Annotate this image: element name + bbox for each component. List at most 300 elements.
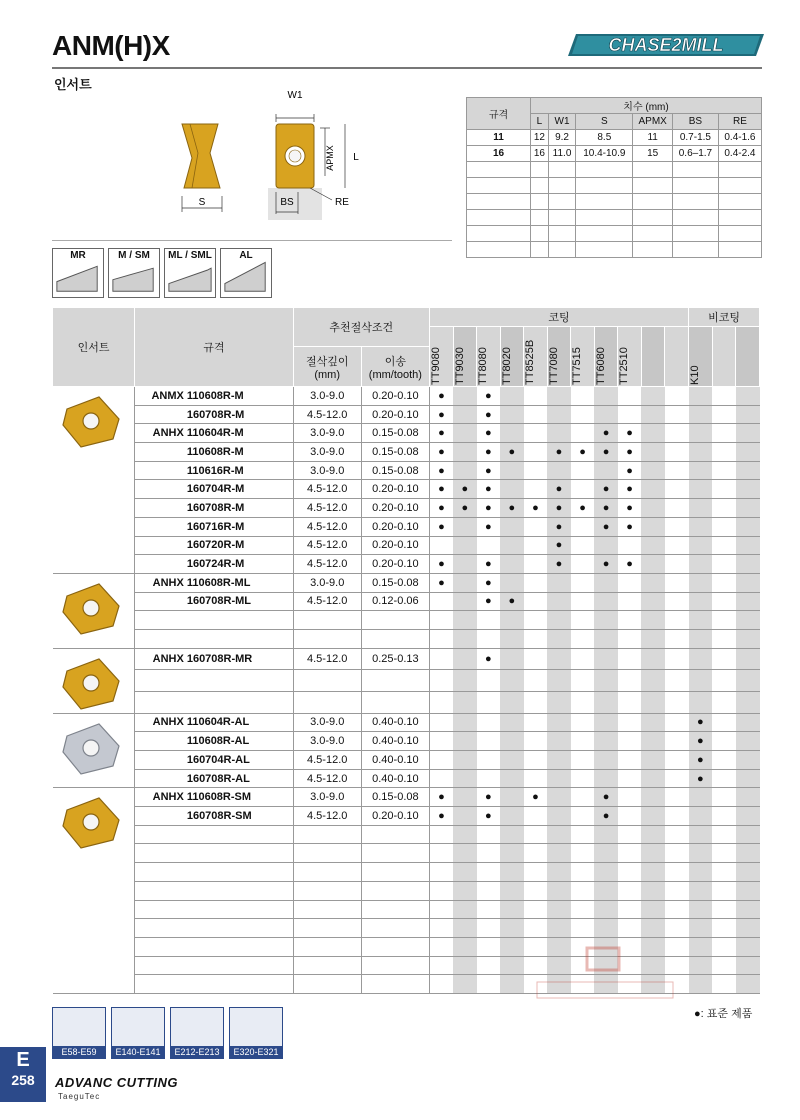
grade-cell <box>524 424 548 443</box>
grade-cell: ● <box>594 424 618 443</box>
grade-cell <box>712 536 736 555</box>
grade-cell: ● <box>477 499 501 518</box>
series-code <box>135 844 187 863</box>
grade-cell <box>641 691 665 713</box>
dim-empty-cell <box>548 226 575 242</box>
dim-empty-cell <box>672 162 718 178</box>
svg-text:APMX: APMX <box>325 145 335 171</box>
grade-cell <box>571 536 595 555</box>
grade-cell <box>712 443 736 462</box>
grade-cell: ● <box>547 480 571 499</box>
depth-of-cut <box>293 611 361 630</box>
insert-code: 160708R-M <box>187 405 293 424</box>
depth-of-cut <box>293 670 361 692</box>
dim-value: 0.6–1.7 <box>672 146 718 162</box>
grade-cell <box>547 919 571 938</box>
grade-cell <box>641 713 665 732</box>
legend-standard-product: ●: 표준 제품 <box>694 1008 753 1020</box>
insert-code <box>187 629 293 648</box>
grade-cell <box>736 900 760 919</box>
insert-photo-icon <box>53 578 133 638</box>
feed-per-tooth: 0.20-0.10 <box>361 555 429 574</box>
grade-cell <box>453 517 477 536</box>
grade-label: K10 <box>689 365 702 385</box>
grade-label: TT9080 <box>429 347 442 385</box>
grade-cell <box>712 670 736 692</box>
insert-code: 110608R-SM <box>187 788 293 807</box>
grade-label: TT6080 <box>594 347 607 385</box>
dim-value: 11 <box>633 130 673 146</box>
grade-header <box>477 327 501 387</box>
depth-of-cut: 3.0-9.0 <box>293 713 361 732</box>
grade-cell <box>500 536 524 555</box>
depth-of-cut: 4.5-12.0 <box>293 480 361 499</box>
grade-cell <box>477 536 501 555</box>
feed-per-tooth: 0.15-0.08 <box>361 461 429 480</box>
grade-cell <box>453 387 477 406</box>
series-code <box>135 480 187 499</box>
grade-cell <box>665 517 689 536</box>
depth-of-cut <box>293 844 361 863</box>
insert-code: 160704R-M <box>187 480 293 499</box>
grade-cell <box>547 863 571 882</box>
grade-cell <box>641 480 665 499</box>
grade-cell <box>500 769 524 788</box>
grade-cell <box>641 499 665 518</box>
grade-cell <box>665 751 689 770</box>
section-tab <box>0 1047 46 1102</box>
grade-cell <box>618 863 642 882</box>
grade-cell <box>736 807 760 826</box>
feed-per-tooth <box>361 937 429 956</box>
table-row <box>53 691 760 713</box>
series-code <box>135 956 187 975</box>
series-code <box>135 863 187 882</box>
grade-cell <box>712 788 736 807</box>
grade-cell <box>594 691 618 713</box>
grade-cell <box>594 751 618 770</box>
grade-cell <box>641 751 665 770</box>
grade-cell <box>571 769 595 788</box>
grade-cell <box>618 751 642 770</box>
grade-cell <box>618 611 642 630</box>
grade-cell <box>594 573 618 592</box>
dim-empty-cell <box>576 162 633 178</box>
edge-icon-label: M / SM <box>118 250 150 261</box>
grade-cell: ● <box>477 555 501 574</box>
dim-value: 8.5 <box>576 130 633 146</box>
grade-cell <box>594 670 618 692</box>
dim-empty-cell <box>548 194 575 210</box>
grade-cell <box>453 536 477 555</box>
depth-of-cut: 4.5-12.0 <box>293 648 361 670</box>
table-row <box>53 611 760 630</box>
table-row <box>53 788 760 807</box>
svg-text:BS: BS <box>280 197 294 208</box>
grade-cell <box>547 405 571 424</box>
dim-empty-cell <box>548 178 575 194</box>
feed-per-tooth: 0.15-0.08 <box>361 443 429 462</box>
depth-of-cut: 4.5-12.0 <box>293 807 361 826</box>
grade-cell <box>594 461 618 480</box>
edge-icon-0 <box>52 248 104 298</box>
dim-empty-cell <box>718 178 761 194</box>
grade-cell <box>736 751 760 770</box>
table-row <box>53 573 760 592</box>
grade-cell: ● <box>500 443 524 462</box>
grade-cell <box>736 788 760 807</box>
grade-cell <box>429 629 453 648</box>
advance-cutting-logo: ADVANC CUTTING <box>55 1075 179 1090</box>
grade-cell <box>689 611 713 630</box>
grade-cell <box>500 611 524 630</box>
grade-cell <box>594 881 618 900</box>
dimension-table <box>466 97 762 258</box>
feed-per-tooth: 0.15-0.08 <box>361 424 429 443</box>
insert-code: 160716R-M <box>187 517 293 536</box>
grade-cell <box>736 937 760 956</box>
table-row <box>53 769 760 788</box>
grade-cell <box>665 611 689 630</box>
grade-cell <box>712 555 736 574</box>
header-conditions: 추천절삭조건 <box>293 308 429 347</box>
series-code <box>135 555 187 574</box>
grade-cell <box>429 732 453 751</box>
grade-cell: ● <box>429 387 453 406</box>
dim-value: 10.4-10.9 <box>576 146 633 162</box>
grade-cell <box>641 592 665 611</box>
reference-card-1 <box>111 1007 165 1059</box>
grade-cell <box>500 629 524 648</box>
grade-cell <box>477 975 501 994</box>
insert-code <box>187 863 293 882</box>
watermark-icon <box>535 942 675 1012</box>
grade-cell <box>547 807 571 826</box>
grade-cell <box>712 844 736 863</box>
grade-cell: ● <box>547 443 571 462</box>
grade-cell: ● <box>594 517 618 536</box>
grade-cell <box>736 629 760 648</box>
table-row <box>53 863 760 882</box>
dim-value: 11.0 <box>548 146 575 162</box>
grade-cell <box>571 461 595 480</box>
grade-cell: ● <box>477 592 501 611</box>
grade-cell <box>571 788 595 807</box>
grade-cell <box>689 900 713 919</box>
grade-cell <box>453 769 477 788</box>
grade-cell <box>689 937 713 956</box>
grade-cell <box>665 807 689 826</box>
grade-cell: ● <box>618 555 642 574</box>
grade-cell <box>429 863 453 882</box>
depth-of-cut: 3.0-9.0 <box>293 461 361 480</box>
insert-photo-icon <box>53 391 133 451</box>
insert-code <box>187 691 293 713</box>
grade-label: TT7515 <box>571 347 584 385</box>
grade-cell: ● <box>571 499 595 518</box>
header-spec: 규격 <box>135 308 293 387</box>
grade-cell <box>571 670 595 692</box>
depth-of-cut: 4.5-12.0 <box>293 405 361 424</box>
grade-cell <box>547 648 571 670</box>
reference-card-2 <box>170 1007 224 1059</box>
feed-per-tooth: 0.20-0.10 <box>361 807 429 826</box>
grade-cell <box>571 732 595 751</box>
grade-cell <box>547 691 571 713</box>
grade-cell <box>524 443 548 462</box>
grade-cell <box>477 629 501 648</box>
grade-cell: ● <box>429 807 453 826</box>
grade-cell <box>547 732 571 751</box>
grade-cell <box>665 713 689 732</box>
grade-cell <box>547 881 571 900</box>
grade-cell <box>712 919 736 938</box>
grade-cell <box>524 517 548 536</box>
grade-cell <box>712 691 736 713</box>
grade-cell <box>524 629 548 648</box>
grade-cell: ● <box>689 751 713 770</box>
table-row <box>53 480 760 499</box>
dim-empty-cell <box>467 226 531 242</box>
grade-label: TT7080 <box>547 347 560 385</box>
grade-cell <box>453 592 477 611</box>
grade-cell <box>571 863 595 882</box>
grade-cell <box>736 461 760 480</box>
grade-cell <box>547 461 571 480</box>
dim-empty-cell <box>633 178 673 194</box>
series-code <box>135 670 187 692</box>
insert-image-cell <box>53 648 135 713</box>
dim-empty-cell <box>531 162 549 178</box>
grade-cell <box>689 825 713 844</box>
grade-cell <box>571 387 595 406</box>
dim-column-header: APMX <box>633 114 673 130</box>
grade-cell <box>618 592 642 611</box>
grade-cell <box>689 405 713 424</box>
table-row <box>53 751 760 770</box>
edge-icon-1 <box>108 248 160 298</box>
dim-empty-row <box>467 178 762 194</box>
grade-cell <box>500 900 524 919</box>
grade-header <box>665 327 689 387</box>
table-row <box>53 387 760 406</box>
insert-code: 110608R-ML <box>187 573 293 592</box>
section-divider <box>52 240 452 241</box>
grade-cell: ● <box>594 807 618 826</box>
grade-cell <box>500 573 524 592</box>
series-code: ANHX <box>135 788 187 807</box>
grade-cell <box>641 573 665 592</box>
grade-cell: ● <box>429 424 453 443</box>
grade-cell <box>665 424 689 443</box>
grade-cell <box>641 536 665 555</box>
grade-cell <box>500 751 524 770</box>
feed-per-tooth: 0.20-0.10 <box>361 536 429 555</box>
grade-cell <box>547 424 571 443</box>
grade-cell <box>736 769 760 788</box>
depth-of-cut: 3.0-9.0 <box>293 443 361 462</box>
grade-cell <box>524 611 548 630</box>
grade-cell <box>477 919 501 938</box>
feed-per-tooth: 0.15-0.08 <box>361 788 429 807</box>
depth-of-cut: 4.5-12.0 <box>293 592 361 611</box>
grade-cell <box>477 713 501 732</box>
edge-profile-icon <box>53 249 103 297</box>
grade-cell <box>453 555 477 574</box>
dim-column-header: L <box>531 114 549 130</box>
grade-cell <box>712 517 736 536</box>
grade-cell <box>547 788 571 807</box>
grade-cell <box>429 825 453 844</box>
reference-card-0 <box>52 1007 106 1059</box>
insert-code <box>187 670 293 692</box>
insert-code <box>187 956 293 975</box>
grade-cell <box>594 769 618 788</box>
edge-icon-label: ML / SML <box>168 250 212 261</box>
grade-cell <box>453 825 477 844</box>
grade-cell <box>689 670 713 692</box>
grade-cell: ● <box>618 499 642 518</box>
taegutec-logo: TaeguTec <box>58 1092 101 1101</box>
grade-cell: ● <box>618 461 642 480</box>
grade-cell <box>736 480 760 499</box>
grade-cell <box>594 863 618 882</box>
table-row <box>53 499 760 518</box>
grade-cell <box>571 881 595 900</box>
depth-of-cut: 3.0-9.0 <box>293 387 361 406</box>
grade-cell <box>453 629 477 648</box>
grade-cell <box>736 825 760 844</box>
depth-of-cut: 4.5-12.0 <box>293 555 361 574</box>
grade-cell <box>618 670 642 692</box>
table-row <box>53 825 760 844</box>
grade-cell <box>571 424 595 443</box>
series-code: ANHX <box>135 424 187 443</box>
grade-cell <box>500 517 524 536</box>
grade-cell: ● <box>618 443 642 462</box>
dim-empty-cell <box>718 242 761 258</box>
grade-cell <box>712 592 736 611</box>
grade-cell <box>477 825 501 844</box>
grade-cell <box>477 937 501 956</box>
grade-header <box>500 327 524 387</box>
insert-code: 110616R-M <box>187 461 293 480</box>
grade-cell: ● <box>594 555 618 574</box>
grade-cell <box>665 881 689 900</box>
dim-value: 0.4-1.6 <box>718 130 761 146</box>
series-code <box>135 405 187 424</box>
insert-image-cell <box>53 788 135 994</box>
grade-label: TT8080 <box>477 347 490 385</box>
feed-per-tooth: 0.25-0.13 <box>361 648 429 670</box>
grade-cell <box>712 956 736 975</box>
header-insert: 인서트 <box>53 308 135 387</box>
grade-cell <box>736 919 760 938</box>
series-code <box>135 919 187 938</box>
grade-cell <box>477 670 501 692</box>
grade-label: TT9030 <box>453 347 466 385</box>
grade-cell <box>712 461 736 480</box>
grade-cell <box>500 387 524 406</box>
grade-cell <box>547 713 571 732</box>
grade-header <box>524 327 548 387</box>
grade-cell <box>500 825 524 844</box>
grade-cell: ● <box>477 573 501 592</box>
grade-cell: ● <box>500 592 524 611</box>
grade-cell <box>524 555 548 574</box>
series-code <box>135 937 187 956</box>
grade-cell <box>453 956 477 975</box>
dim-value: 9.2 <box>548 130 575 146</box>
grade-label: TT8525B <box>524 339 537 385</box>
grade-cell: ● <box>571 443 595 462</box>
grade-cell <box>477 751 501 770</box>
grade-cell <box>712 881 736 900</box>
grade-cell <box>500 975 524 994</box>
grade-cell: ● <box>429 517 453 536</box>
grade-cell <box>524 536 548 555</box>
series-code: ANHX <box>135 713 187 732</box>
section-letter: E <box>16 1049 30 1071</box>
dim-empty-cell <box>576 242 633 258</box>
grade-cell <box>524 881 548 900</box>
feed-per-tooth <box>361 670 429 692</box>
grade-cell <box>524 461 548 480</box>
grade-cell <box>429 670 453 692</box>
dim-empty-cell <box>633 162 673 178</box>
insert-code: 110604R-M <box>187 424 293 443</box>
grade-cell <box>736 405 760 424</box>
grade-cell <box>712 611 736 630</box>
grade-cell <box>571 517 595 536</box>
table-row <box>53 592 760 611</box>
dim-empty-cell <box>718 162 761 178</box>
feed-per-tooth <box>361 863 429 882</box>
insert-top-view <box>268 90 359 220</box>
grade-cell <box>665 844 689 863</box>
dim-empty-cell <box>718 210 761 226</box>
grade-header <box>618 327 642 387</box>
grade-cell <box>571 825 595 844</box>
grade-cell <box>618 825 642 844</box>
grade-cell: ● <box>429 443 453 462</box>
feed-per-tooth: 0.40-0.10 <box>361 751 429 770</box>
table-row <box>53 670 760 692</box>
grade-cell <box>453 919 477 938</box>
grade-cell: ● <box>477 480 501 499</box>
dim-empty-cell <box>467 162 531 178</box>
grade-cell <box>665 573 689 592</box>
depth-of-cut: 3.0-9.0 <box>293 788 361 807</box>
grade-cell <box>500 424 524 443</box>
insert-photo-icon <box>53 792 133 852</box>
grade-cell <box>524 863 548 882</box>
series-code <box>135 611 187 630</box>
grade-cell <box>500 937 524 956</box>
grade-cell <box>641 387 665 406</box>
dim-empty-cell <box>633 210 673 226</box>
dim-value: 15 <box>633 146 673 162</box>
grade-cell: ● <box>429 499 453 518</box>
grade-cell <box>618 732 642 751</box>
dim-empty-cell <box>672 226 718 242</box>
grade-cell <box>689 536 713 555</box>
insert-code: 110604R-AL <box>187 713 293 732</box>
feed-per-tooth: 0.12-0.06 <box>361 592 429 611</box>
grade-cell <box>594 648 618 670</box>
dim-column-header: BS <box>672 114 718 130</box>
grade-cell <box>453 691 477 713</box>
